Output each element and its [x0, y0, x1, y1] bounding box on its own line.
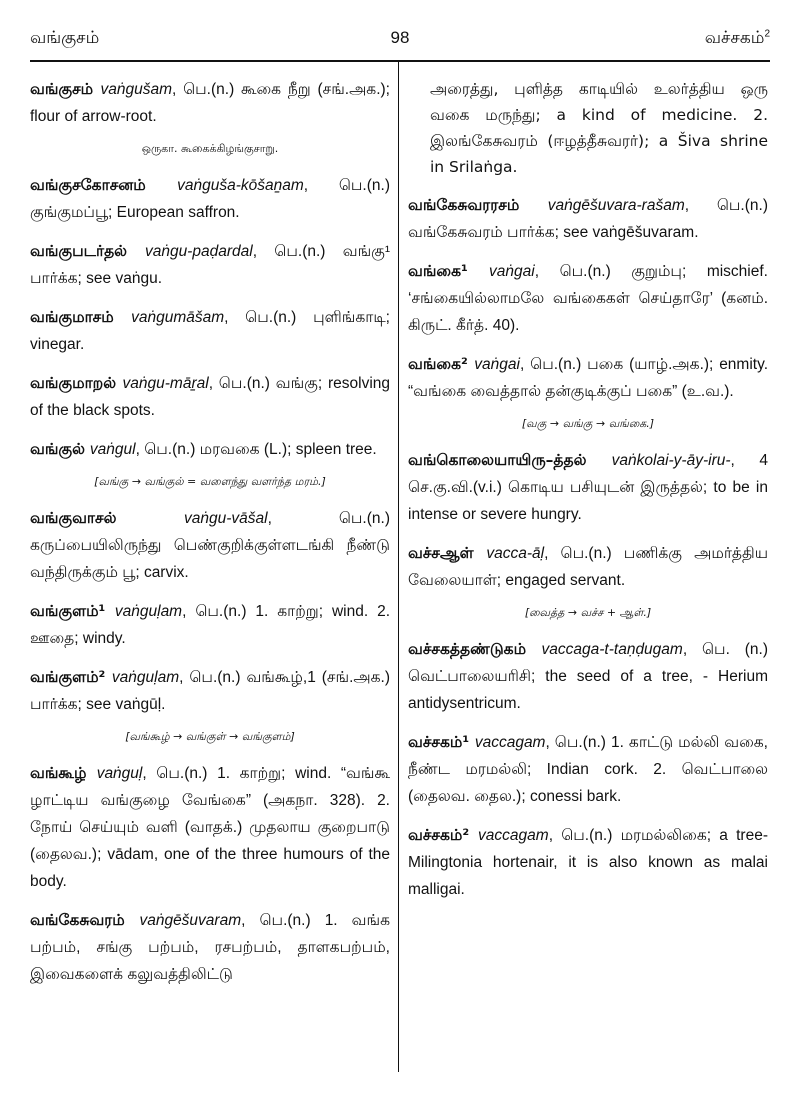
entry-transliteration: vaccagam	[478, 827, 549, 844]
entry-headword: வங்கேசுவரம்	[30, 911, 125, 929]
entry-transliteration: vaṅkolai-y-āy-iru-	[611, 452, 731, 469]
entry-transliteration: vaṅguḷam	[111, 669, 180, 686]
etymology-note: [வங்கு → வங்குல் = வளைந்து வளர்ந்த மரம்.]	[94, 475, 326, 488]
dictionary-entry	[408, 351, 768, 405]
entry-body: , பெ.(n.) வங்கேசுவரம் பார்க்க; see vaṅgēšuvaram.	[408, 197, 768, 241]
etymology-note: [வைத்த → வச்ச + ஆள்.]	[524, 606, 652, 619]
header-left-guideword: வங்குசம்	[30, 28, 100, 48]
dictionary-entry	[408, 192, 768, 246]
citation-note: ஒருகா. கூகைக்கிழங்குசாறு.	[141, 142, 279, 155]
dictionary-entry	[408, 447, 768, 528]
entry-body: , பெ.(n.) மரமல்லிகை; a tree-Milingtonia hortenair, it is also known as malai malligai.	[408, 827, 768, 898]
entry-headword: வங்கை²	[408, 355, 468, 373]
entry-body: , பெ.(n.) 1. காட்டு மல்லி வகை, நீண்ட மரமல்லி; Indian cork. 2. வெட்பாலை (தைலவ. தைல.); conessi bark.	[408, 734, 768, 805]
entry-body: , 4 செ.கு.வி.(v.i.) கொடிய பசியுடன் இருத்தல்; to be in intense or severe hungry.	[408, 452, 768, 523]
entry-headword: வங்குசகோசனம்	[30, 176, 146, 194]
right-column	[408, 76, 768, 915]
dictionary-entry	[408, 258, 768, 339]
entry-transliteration: vacca-āḷ	[486, 545, 545, 562]
entry-headword: வங்குசம்	[30, 80, 94, 98]
entry-headword: வங்கொலையாயிரு–த்தல்	[408, 451, 587, 469]
header-rule	[30, 60, 770, 62]
entry-transliteration: vaṅguḷ	[96, 765, 143, 782]
page-header	[30, 28, 770, 58]
entry-body: , பெ.(n.) குங்குமப்பூ; European saffron.	[30, 177, 390, 221]
entry-transliteration: vaṅgu-māṟal	[122, 375, 209, 392]
entry-continuation	[408, 76, 768, 180]
entry-transliteration: vaṅgušam	[100, 81, 173, 98]
dictionary-entry	[30, 238, 390, 292]
dictionary-entry	[30, 760, 390, 895]
dictionary-entry	[30, 436, 390, 463]
entry-transliteration: vaṅgai	[474, 356, 520, 373]
entry-headword: வங்குவாசல்	[30, 509, 117, 527]
entry-body: , பெ.(n.) குறும்பு; mischief. ‘சங்கையில்லாமலே வங்கைகள் செய்தாரே’ (கனம். கிருட். கீர்த். 40).	[408, 263, 768, 334]
entry-headword: வங்கை¹	[408, 262, 468, 280]
dictionary-entry	[30, 907, 390, 988]
entry-transliteration: vaṅgumāšam	[131, 309, 225, 326]
dictionary-entry	[408, 540, 768, 594]
entry-headword: வச்சஆள்	[408, 544, 474, 562]
etymology-note: [வங்கூழ் → வங்குள் → வங்குளம்]	[125, 730, 295, 743]
dictionary-entry	[30, 505, 390, 586]
dictionary-entry	[408, 822, 768, 903]
entry-body: , பெ.(n.) பணிக்கு அமர்த்திய வேலையாள்; engaged servant.	[408, 545, 768, 589]
entry-headword: வச்சகம்²	[408, 826, 470, 844]
entry-transliteration: vaṅgēšuvaram	[139, 912, 242, 929]
dictionary-entry	[30, 76, 390, 130]
entry-transliteration: vaccagam	[474, 734, 546, 751]
etymology-note: [வகு → வங்கு → வங்கை.]	[521, 417, 655, 430]
entry-transliteration: vaccaga-t-taṇḍugam	[541, 641, 683, 658]
entry-body: , பெ.(n.) வங்கு¹ பார்க்க; see vaṅgu.	[30, 243, 390, 287]
entry-transliteration: vaṅguḷam	[114, 603, 183, 620]
entry-headword: வங்குளம்²	[30, 668, 106, 686]
dictionary-entry	[30, 370, 390, 424]
entry-headword: வங்குளம்¹	[30, 602, 106, 620]
entry-body: , பெ.(n.) கருப்பையிலிருந்து பெண்குறிக்குள்ளடங்கி நீண்டு வந்திருக்கும் பூ; carvix.	[30, 510, 390, 581]
entry-headword: வங்குமாசம்	[30, 308, 114, 326]
entry-body: , பெ.(n.) புளிங்காடி; vinegar.	[30, 309, 390, 353]
entry-headword: வங்கூழ்	[30, 764, 87, 782]
header-right-guideword: வச்சகம்$^2$	[704, 28, 770, 48]
entry-body: , பெ.(n.) 1. காற்று; wind. “வங்கூ ழாட்டிய வங்குழை வேங்கை” (அகநா. 328). 2. நோய் செய்யும் வளி (வாதக்.) முதலாய குறைபாடு (தைலவ.); vādam, one of the three humours of the body.	[30, 765, 390, 890]
entry-headword: வங்குபடர்தல்	[30, 242, 128, 260]
entry-body: அரைத்து, புளித்த காடியில் உலர்த்திய ஒரு வகை மருந்து; a kind of medicine. 2. இலங்கேசுவரம் (ஈழத்தீசுவரர்); a Šiva shrine in Srilaṅga.	[430, 80, 768, 176]
entry-headword: வங்குல்	[30, 440, 85, 458]
dictionary-entry	[408, 636, 768, 717]
left-column	[30, 76, 390, 1000]
page-number: 98	[390, 28, 410, 47]
entry-body: , பெ.(n.) வங்கூழ்,1 (சங்.அக.) பார்க்க; see vaṅgūḷ.	[30, 669, 390, 713]
entry-transliteration: vaṅgai	[489, 263, 535, 280]
entry-body: , பெ.(n.) மரவகை (L.); spleen tree.	[135, 441, 377, 458]
entry-transliteration: vaṅgu-vāšal	[184, 510, 268, 527]
dictionary-entry	[408, 729, 768, 810]
dictionary-entry	[30, 664, 390, 718]
entry-transliteration: vaṅgul	[89, 441, 136, 458]
dictionary-entry	[30, 172, 390, 226]
entry-body: , பெ.(n.) வங்கு; resolving of the black spots.	[30, 375, 390, 419]
entry-transliteration: vaṅgēšuvara-rašam	[547, 197, 685, 214]
entry-body: , பெ. (n.) வெட்பாலையரிசி; the seed of a tree, - Herium antidysentricum.	[408, 641, 768, 712]
entry-transliteration: vaṅguša-kōšaṉam	[177, 177, 304, 194]
entry-body: , பெ.(n.) 1. வங்க பற்பம், சங்கு பற்பம், ரசபற்பம், தாளகபற்பம், இவைகளைக் கலுவத்திலிட்டு	[30, 912, 390, 983]
dictionary-entry	[30, 304, 390, 358]
column-divider	[398, 60, 399, 1072]
entry-headword: வச்சகத்தண்டுகம்	[408, 640, 527, 658]
dictionary-entry	[30, 598, 390, 652]
entry-body: , பெ.(n.) 1. காற்று; wind. 2. ஊதை; windy.	[30, 603, 391, 647]
entry-body: , பெ.(n.) பகை (யாழ்.அக.); enmity. “வங்கை வைத்தால் தன்குடிக்குப் பகை” (உ.வ.).	[408, 356, 768, 400]
entry-body: , பெ.(n.) கூகை நீறு (சங்.அக.); flour of arrow-root.	[30, 81, 390, 125]
entry-transliteration: vaṅgu-paḍardal	[144, 243, 253, 260]
entry-headword: வங்கேசுவரரசம்	[408, 196, 520, 214]
entry-headword: வங்குமாறல்	[30, 374, 117, 392]
entry-headword: வச்சகம்¹	[408, 733, 470, 751]
